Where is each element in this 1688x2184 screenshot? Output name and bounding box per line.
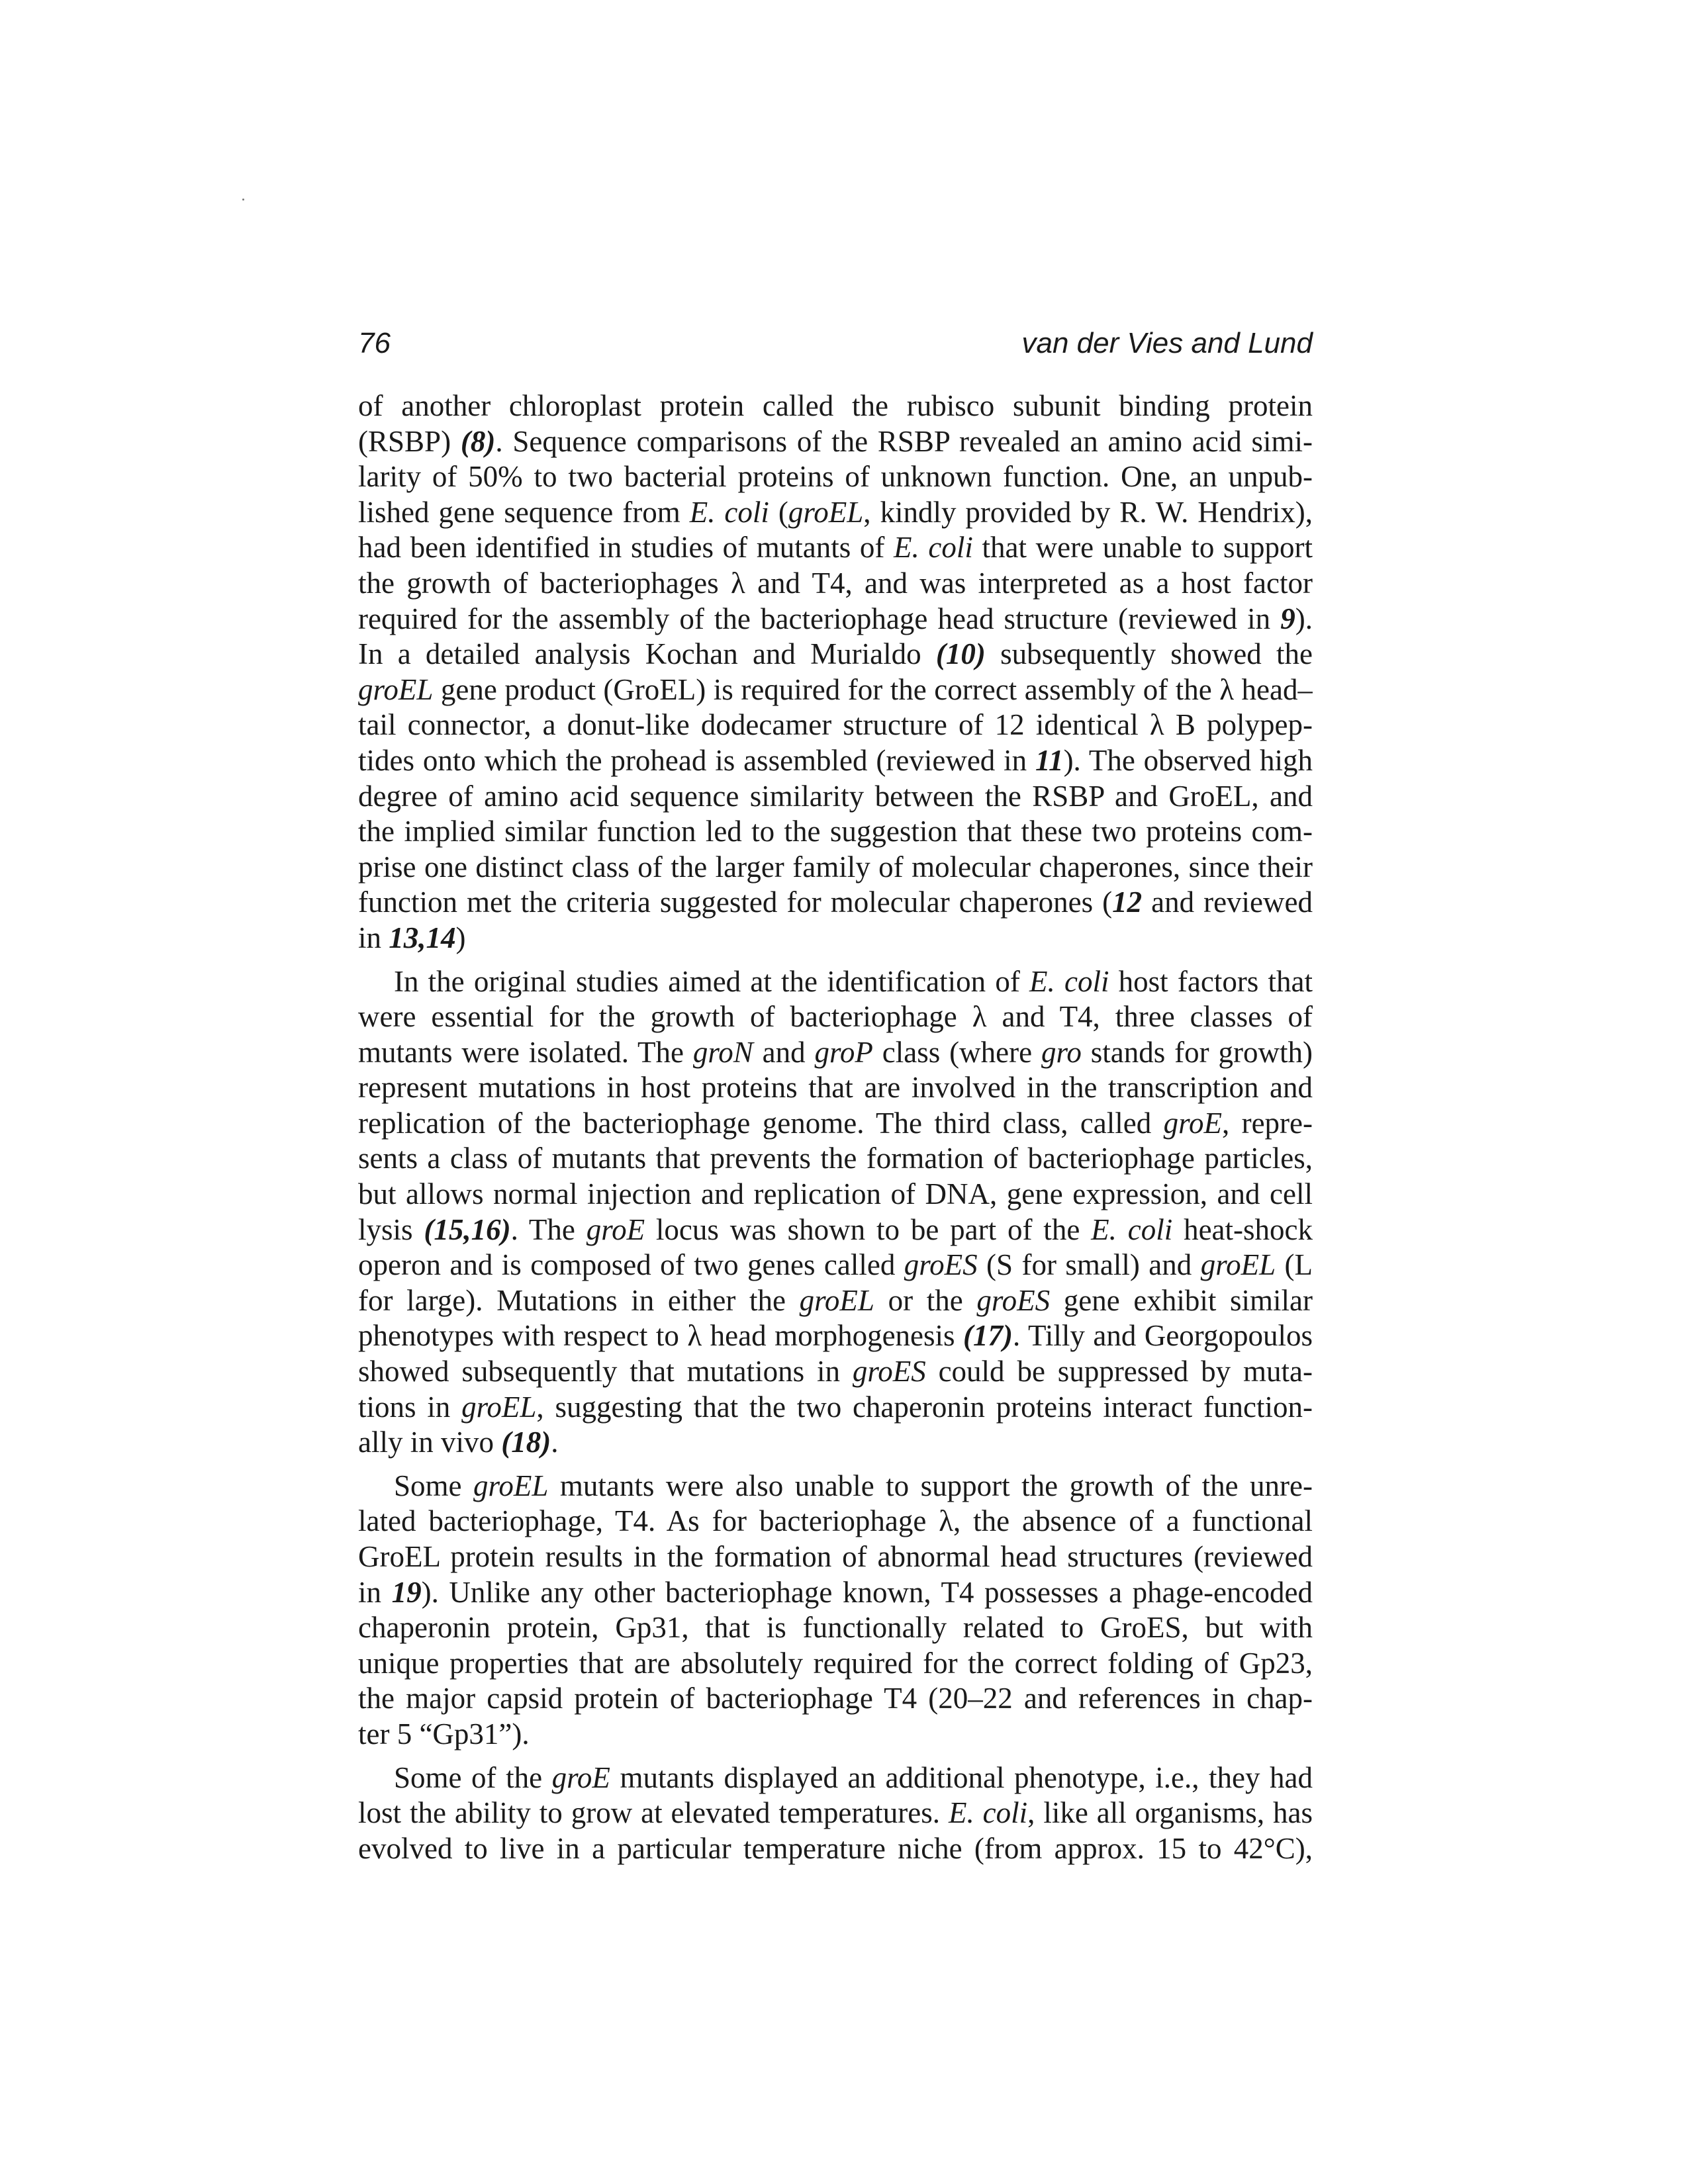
text-line: groEL gene product (GroEL) is required for the correct assembly of the λ head–	[358, 672, 1313, 706]
text-line: lysis (15,16). The groE locus was shown to be part of the E. coli heat-shock	[358, 1212, 1313, 1246]
text-line: chaperonin protein, Gp31, that is functionally related to GroES, but with	[358, 1611, 1313, 1645]
text-line: phenotypes with respect to λ head morphogenesis (17). Tilly and Georgopoulos	[358, 1319, 1313, 1353]
text-line: In a detailed analysis Kochan and Murialdo (10) subsequently showed the	[358, 637, 1313, 671]
text-line: but allows normal injection and replication of DNA, gene expression, and cell	[358, 1177, 1313, 1211]
text-line: the implied similar function led to the suggestion that these two proteins com-	[358, 815, 1313, 848]
text-line: unique properties that are absolutely required for the correct folding of Gp23,	[358, 1646, 1313, 1680]
text-line: the major capsid protein of bacteriophage T4 (20–22 and references in chap-	[358, 1682, 1313, 1715]
text-line: GroEL protein results in the formation of abnormal head structures (reviewed	[358, 1540, 1313, 1573]
text-line: lated bacteriophage, T4. As for bacteriophage λ, the absence of a functional	[358, 1504, 1313, 1538]
text-line: degree of amino acid sequence similarity between the RSBP and GroEL, and	[358, 779, 1313, 813]
text-line: lished gene sequence from E. coli (groEL, kindly provided by R. W. Hendrix),	[358, 495, 1313, 529]
text-line: for large). Mutations in either the groEL or the groES gene exhibit similar	[358, 1283, 1313, 1317]
text-line: ally in vivo (18).	[358, 1426, 559, 1459]
text-line: required for the assembly of the bacteriophage head structure (reviewed in 9).	[358, 602, 1313, 635]
text-line: prise one distinct class of the larger family of molecular chaperones, since their	[358, 850, 1313, 884]
text-line: replication of the bacteriophage genome. The third class, called groE, repre-	[358, 1106, 1313, 1140]
text-line: (RSBP) (8). Sequence comparisons of the RSBP revealed an amino acid simi-	[358, 424, 1313, 458]
text-line: tions in groEL, suggesting that the two chaperonin proteins interact function-	[358, 1390, 1313, 1424]
paragraph	[358, 1760, 1313, 1867]
text-line: mutants were isolated. The groN and groP class (where gro stands for growth)	[358, 1035, 1313, 1069]
text-line: function met the criteria suggested for molecular chaperones (12 and reviewed	[358, 886, 1313, 919]
paragraph	[358, 964, 1313, 1461]
text-line: showed subsequently that mutations in groES could be suppressed by muta-	[358, 1355, 1313, 1388]
text-line: in 19). Unlike any other bacteriophage known, T4 possesses a phage-encoded	[358, 1575, 1313, 1609]
text-line: lost the ability to grow at elevated temperatures. E. coli, like all organisms, has	[358, 1796, 1313, 1830]
body-text	[358, 388, 1313, 1866]
text-line: larity of 50% to two bacterial proteins of unknown function. One, an unpub-	[358, 460, 1313, 494]
text-line: sents a class of mutants that prevents the formation of bacteriophage particles,	[358, 1142, 1313, 1175]
scan-speck	[242, 199, 244, 201]
text-line: Some of the groE mutants displayed an additional phenotype, i.e., they had	[394, 1760, 1313, 1794]
text-line: represent mutations in host proteins that are involved in the transcription and	[358, 1071, 1313, 1105]
paragraph	[358, 1469, 1313, 1752]
page-header	[358, 320, 1313, 367]
text-line: of another chloroplast protein called the rubisco subunit binding protein	[358, 389, 1313, 422]
page-number: 76	[358, 327, 391, 359]
text-line: tail connector, a donut-like dodecamer structure of 12 identical λ B polypep-	[358, 708, 1313, 742]
text-line: were essential for the growth of bacteriophage λ and T4, three classes of	[358, 1000, 1313, 1034]
text-line: tides onto which the prohead is assembled (reviewed in 11). The observed high	[358, 743, 1313, 777]
paragraph	[358, 388, 1313, 956]
text-line: the growth of bacteriophages λ and T4, and was interpreted as a host factor	[358, 566, 1313, 600]
text-line: ter 5 “Gp31”).	[358, 1717, 530, 1751]
text-line: Some groEL mutants were also unable to support the growth of the unre-	[394, 1469, 1313, 1502]
text-line: In the original studies aimed at the identification of E. coli host factors that	[394, 964, 1313, 998]
text-line: in 13,14)	[358, 921, 466, 954]
text-line: operon and is composed of two genes called groES (S for small) and groEL (L	[358, 1248, 1313, 1282]
running-head: van der Vies and Lund	[1021, 327, 1313, 359]
text-line: had been identified in studies of mutants of E. coli that were unable to support	[358, 531, 1313, 565]
text-line: evolved to live in a particular temperature niche (from approx. 15 to 42°C),	[358, 1831, 1313, 1865]
